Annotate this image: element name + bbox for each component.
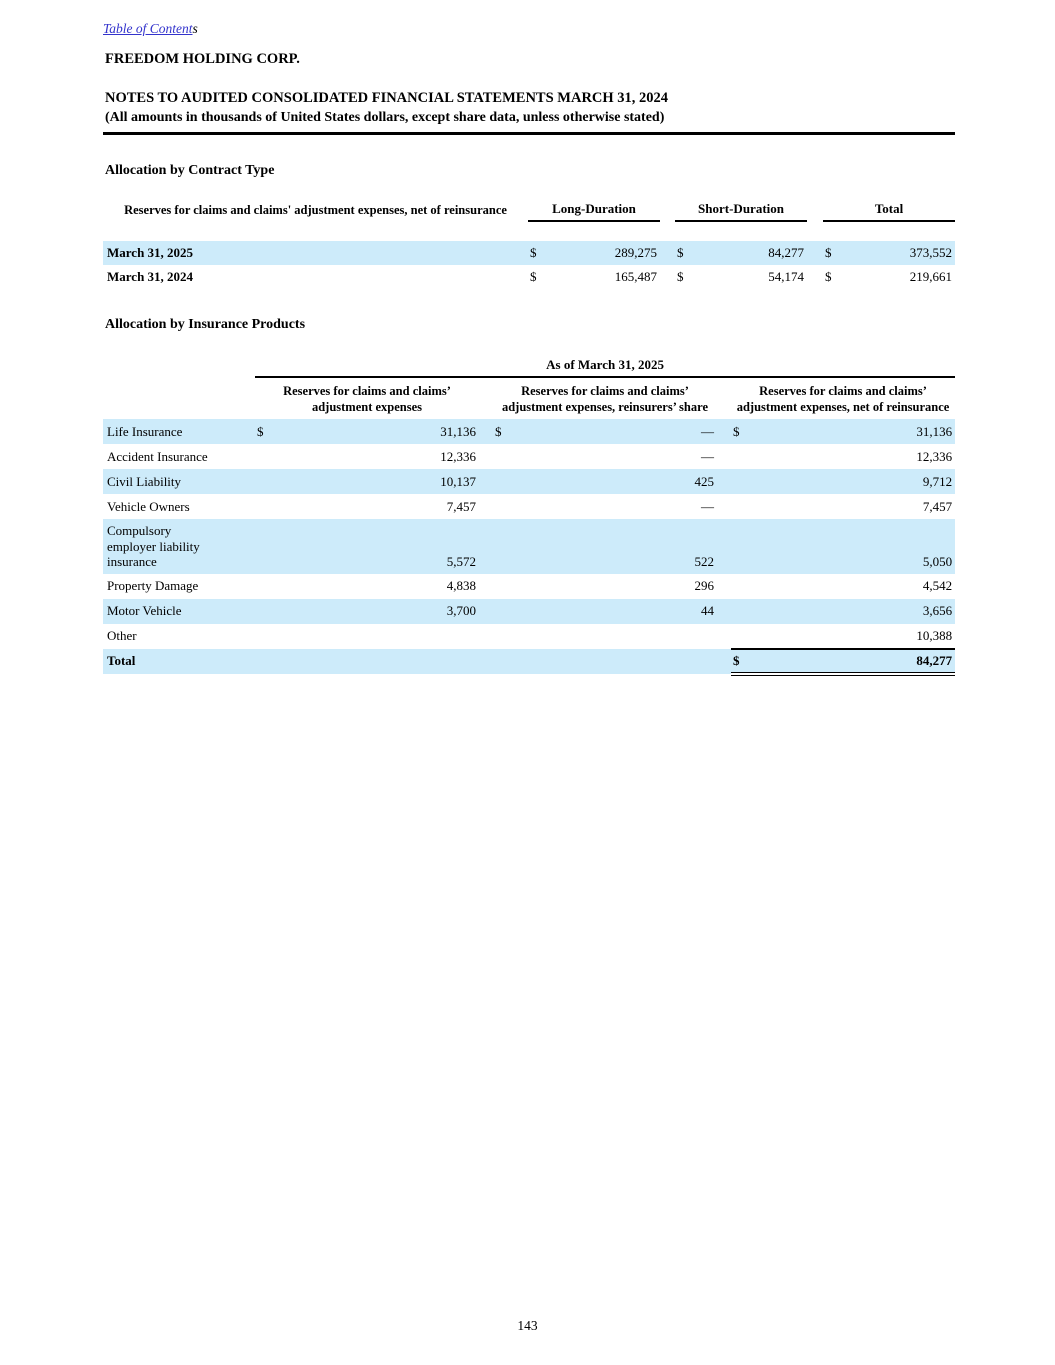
currency-cell: [255, 574, 275, 599]
page-content: [103, 20, 955, 676]
section-heading-insurance-products: Allocation by Insurance Products: [105, 317, 306, 332]
currency-cell: [493, 624, 513, 649]
currency-cell: [255, 519, 275, 574]
column-header-reserves-gross: Reserves for claims and claims’ adjustment expenses: [283, 384, 451, 414]
insurance-products-header-row: [103, 377, 955, 419]
row-label-line: employer liability: [107, 538, 200, 554]
spacer-cell: [103, 377, 255, 419]
currency-cell: $: [677, 269, 684, 284]
value-cell: 10,388: [751, 624, 955, 649]
spacer-cell: [479, 419, 493, 444]
value-cell: [275, 649, 479, 674]
row-label: Other: [107, 628, 137, 643]
insurance-products-table: [103, 355, 955, 676]
currency-cell: [493, 469, 513, 494]
spacer-cell: [479, 377, 493, 419]
spacer-cell: [717, 469, 731, 494]
table-of-contents-link[interactable]: Table of Content: [103, 21, 193, 36]
breadcrumb: [103, 20, 955, 37]
spacer-cell: [479, 624, 493, 649]
company-name: FREEDOM HOLDING CORP.: [105, 51, 300, 67]
stub-header: Reserves for claims and claims' adjustment expenses, net of reinsurance: [124, 203, 507, 217]
currency-cell: [255, 599, 275, 624]
row-label: March 31, 2025: [107, 245, 194, 260]
value-cell: —: [701, 423, 714, 439]
spacer-cell: [717, 377, 731, 419]
currency-cell: [493, 519, 513, 574]
spacer-cell: [479, 444, 493, 469]
currency-cell: [255, 469, 275, 494]
value-cell: 289,275: [614, 245, 658, 260]
value-cell: 7,457: [446, 498, 476, 514]
value-cell: [513, 624, 717, 649]
value-cell: 31,136: [440, 423, 476, 439]
value-cell: —: [701, 498, 714, 514]
currency-cell: [255, 624, 275, 649]
value-cell: 5,572: [446, 553, 476, 569]
contract-type-header-row: [103, 201, 955, 221]
value-cell: 9,712: [922, 473, 953, 489]
value-cell: 219,661: [909, 269, 953, 284]
spacer-cell: [479, 494, 493, 519]
value-cell: 4,542: [922, 578, 953, 593]
spacer-cell: [479, 649, 493, 674]
value-cell: 5,050: [922, 553, 953, 569]
spacer-cell: [807, 265, 823, 289]
value-cell: [513, 649, 717, 674]
row-label: Life Insurance: [107, 423, 183, 439]
row-label: Property Damage: [107, 578, 199, 593]
spacer-cell: [660, 241, 675, 265]
column-header-reserves-net: Reserves for claims and claims’ adjustment expenses, net of reinsurance: [736, 384, 950, 414]
table-row-motor-vehicle: [103, 599, 955, 624]
row-label-line: insurance: [107, 554, 157, 569]
currency-cell: [731, 444, 751, 469]
currency-cell: [731, 494, 751, 519]
value-cell: 12,336: [440, 448, 476, 464]
spacer-cell: [807, 241, 823, 265]
value-cell: 44: [701, 603, 714, 618]
page-number: 143: [517, 1318, 538, 1333]
spacer-cell: [660, 201, 675, 221]
table-row-other: [103, 624, 955, 649]
currency-cell: [731, 519, 751, 574]
row-label: Accident Insurance: [107, 448, 208, 464]
span-header-row: [103, 355, 955, 377]
spacer-cell: [717, 419, 731, 444]
currency-cell: [255, 494, 275, 519]
row-label: [103, 519, 255, 574]
currency-cell: [731, 574, 751, 599]
document-subtitle: (All amounts in thousands of United States dollars, except share data, unless otherwise stated): [105, 110, 665, 125]
value-cell: 54,174: [768, 269, 805, 284]
column-header-long-duration: Long-Duration: [528, 201, 660, 221]
currency-cell: [493, 574, 513, 599]
table-row-accident-insurance: [103, 444, 955, 469]
currency-cell: [493, 444, 513, 469]
contract-type-table: [103, 201, 955, 289]
value-cell: 3,656: [922, 603, 953, 618]
spacer-cell: [717, 574, 731, 599]
column-header-reserves-reinsurers-share: Reserves for claims and claims’ adjustment expenses, reinsurers’ share: [501, 384, 708, 414]
value-cell: 425: [694, 473, 714, 489]
toc-link-suffix: s: [192, 21, 198, 36]
value-cell: [275, 624, 479, 649]
value-cell: 522: [694, 553, 714, 569]
spacer-cell: [717, 519, 731, 574]
value-cell: 10,137: [440, 473, 476, 489]
table-row-life-insurance: [103, 419, 955, 444]
row-label: Total: [107, 653, 136, 668]
currency-cell: $: [530, 269, 537, 284]
table-row-vehicle-owners: [103, 494, 955, 519]
currency-cell: [493, 599, 513, 624]
value-cell: 4,838: [446, 578, 476, 593]
spacer-cell: [807, 201, 823, 221]
currency-cell: $: [677, 245, 684, 260]
section-heading-contract-type: Allocation by Contract Type: [105, 163, 275, 178]
spacer-cell: [103, 355, 255, 377]
spacer-cell: [479, 469, 493, 494]
column-header-total: Total: [823, 201, 955, 221]
currency-cell: [255, 649, 275, 674]
currency-cell: $: [530, 245, 537, 260]
spacer-cell: [717, 599, 731, 624]
document-title: NOTES TO AUDITED CONSOLIDATED FINANCIAL STATEMENTS MARCH 31, 2024: [105, 90, 669, 106]
row-label: Civil Liability: [107, 473, 182, 489]
spacer-cell: [479, 574, 493, 599]
value-cell: 165,487: [614, 269, 658, 284]
currency-cell: $: [825, 269, 832, 284]
spacer-cell: [479, 519, 493, 574]
currency-cell: $: [731, 649, 751, 674]
currency-cell: [731, 469, 751, 494]
spacer-cell: [103, 221, 955, 241]
value-cell: 373,552: [909, 245, 953, 260]
currency-cell: [731, 599, 751, 624]
as-of-date-header: As of March 31, 2025: [255, 355, 955, 377]
column-header-short-duration: Short-Duration: [675, 201, 807, 221]
currency-cell: $: [495, 423, 502, 439]
table-row-property-damage: [103, 574, 955, 599]
spacer-cell: [717, 649, 731, 674]
row-label: Vehicle Owners: [107, 498, 190, 514]
spacer-cell: [717, 624, 731, 649]
value-cell: 12,336: [916, 448, 953, 464]
document-title-block: [103, 88, 955, 135]
value-cell: 3,700: [446, 603, 476, 618]
spacer-cell: [660, 265, 675, 289]
table-row-march-31-2024: [103, 265, 955, 289]
table-row-civil-liability: [103, 469, 955, 494]
currency-cell: [493, 494, 513, 519]
currency-cell: $: [825, 245, 832, 260]
value-cell: 84,277: [751, 649, 955, 674]
currency-cell: [731, 624, 751, 649]
table-row-march-31-2025: [103, 241, 955, 265]
currency-cell: $: [733, 423, 740, 439]
table-row-compulsory-employer-liability-insurance: [103, 519, 955, 574]
currency-cell: [493, 649, 513, 674]
value-cell: 296: [694, 578, 714, 593]
spacer-cell: [717, 494, 731, 519]
value-cell: 84,277: [768, 245, 805, 260]
row-label: Motor Vehicle: [107, 603, 182, 618]
row-label: March 31, 2024: [107, 269, 194, 284]
value-cell: 31,136: [916, 423, 953, 439]
row-label-line: Compulsory: [107, 523, 172, 538]
table-row-total: [103, 649, 955, 674]
spacer-cell: [717, 444, 731, 469]
spacer-cell: [479, 599, 493, 624]
value-cell: 7,457: [922, 498, 953, 514]
currency-cell: [255, 444, 275, 469]
currency-cell: $: [257, 423, 264, 439]
spacer-row: [103, 221, 955, 241]
value-cell: —: [701, 448, 714, 464]
